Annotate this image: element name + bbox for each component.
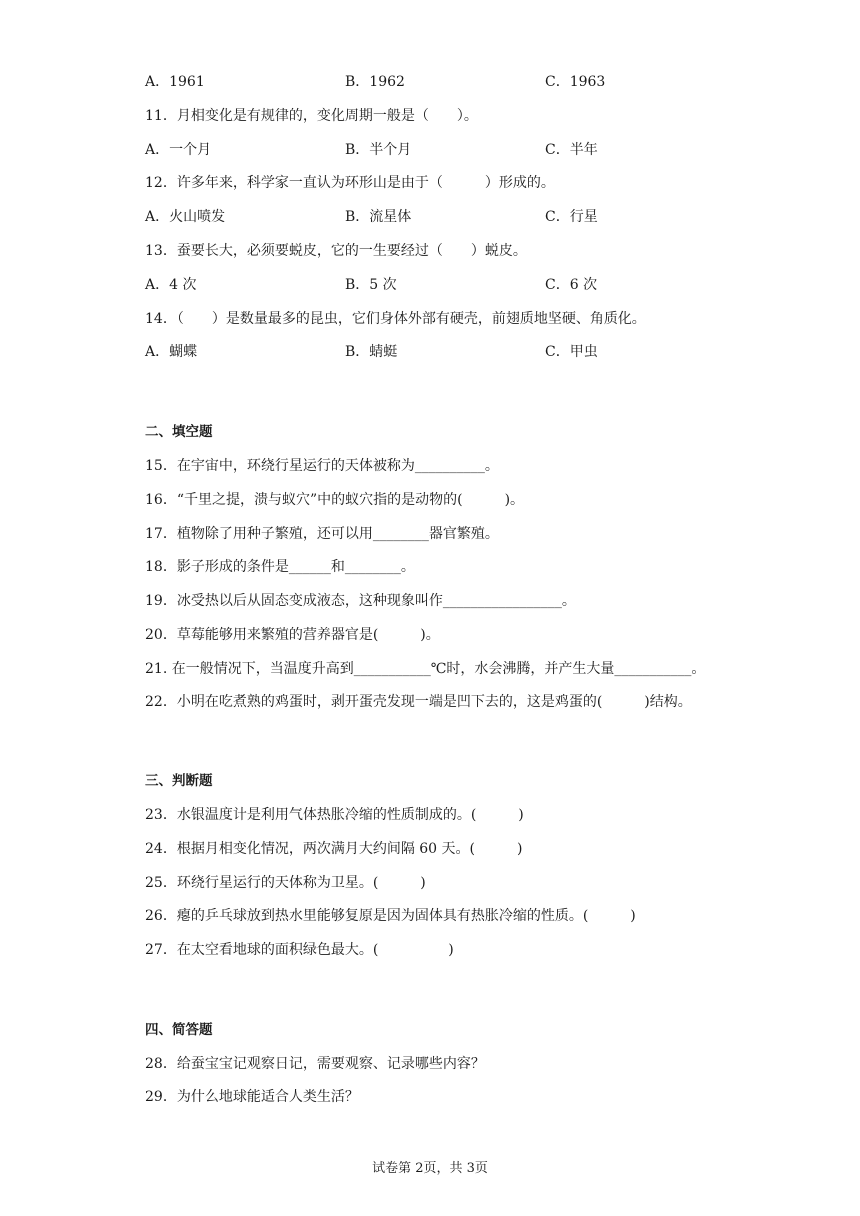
question-16: 16．“千里之提，溃与蚁穴”中的蚁穴指的是动物的( )。 <box>145 492 525 508</box>
question-29: 29．为什么地球能适合人类生活？ <box>145 1089 359 1105</box>
q13-option-a: A．4 次 <box>145 277 197 293</box>
q11-option-a: A．一个月 <box>145 142 212 158</box>
question-23: 23．水银温度计是利用气体热胀冷缩的性质制成的。( ) <box>145 807 524 823</box>
question-25: 25．环绕行星运行的天体称为卫星。( ) <box>145 875 426 891</box>
q12-stem: 12．许多年来，科学家一直认为环形山是由于（ ）形成的。 <box>145 175 555 191</box>
question-19: 19．冰受热以后从固态变成液态，这种现象叫作_________________。 <box>145 593 576 609</box>
question-17: 17．植物除了用种子繁殖，还可以用________器官繁殖。 <box>145 526 499 542</box>
q11-option-b: B．半个月 <box>345 142 412 158</box>
section-heading-fill-in: 二、填空题 <box>145 424 213 440</box>
question-20: 20．草莓能够用来繁殖的营养器官是( )。 <box>145 627 440 643</box>
q13-option-b: B．5 次 <box>345 277 397 293</box>
question-18: 18．影子形成的条件是______和________。 <box>145 559 415 575</box>
question-27: 27．在太空看地球的面积绿色最大。( ) <box>145 942 454 958</box>
q14-option-b: B．蜻蜓 <box>345 344 398 360</box>
question-15: 15．在宇宙中，环绕行星运行的天体被称为__________。 <box>145 458 499 474</box>
q13-stem: 13．蚕要长大，必须要蜕皮，它的一生要经过（ ）蜕皮。 <box>145 243 527 259</box>
question-22: 22．小明在吃煮熟的鸡蛋时，剥开蛋壳发现一端是凹下去的，这是鸡蛋的( )结构。 <box>145 694 692 710</box>
q11-option-c: C．半年 <box>545 142 598 158</box>
q12-option-b: B．流星体 <box>345 209 412 225</box>
question-21: 21. 在一般情况下，当温度升高到___________℃时，水会沸腾，并产生大量___________。 <box>145 661 706 677</box>
q10-option-b: B．1962 <box>345 74 405 90</box>
section-heading-true-false: 三、判断题 <box>145 773 213 789</box>
question-28: 28．给蚕宝宝记观察日记，需要观察、记录哪些内容？ <box>145 1056 485 1072</box>
section-heading-short-answer: 四、简答题 <box>145 1022 213 1038</box>
question-26: 26．瘪的乒乓球放到热水里能够复原是因为固体具有热胀冷缩的性质。( ) <box>145 908 636 924</box>
q11-stem: 11．月相变化是有规律的，变化周期一般是（ ）。 <box>145 108 478 124</box>
q14-option-c: C．甲虫 <box>545 344 598 360</box>
question-24: 24．根据月相变化情况，两次满月大约间隔 60 天。( ) <box>145 841 523 857</box>
q12-option-a: A．火山喷发 <box>145 209 226 225</box>
page-footer: 试卷第 2页，共 3页 <box>372 1161 488 1176</box>
q14-stem: 14．（ ）是数量最多的昆虫，它们身体外部有硬壳，前翅质地坚硬、角质化。 <box>145 311 646 327</box>
q10-option-c: C．1963 <box>545 74 606 90</box>
q13-option-c: C．6 次 <box>545 277 598 293</box>
q14-option-a: A．蝴蝶 <box>145 344 198 360</box>
q12-option-c: C．行星 <box>545 209 598 225</box>
q10-option-a: A．1961 <box>145 74 205 90</box>
